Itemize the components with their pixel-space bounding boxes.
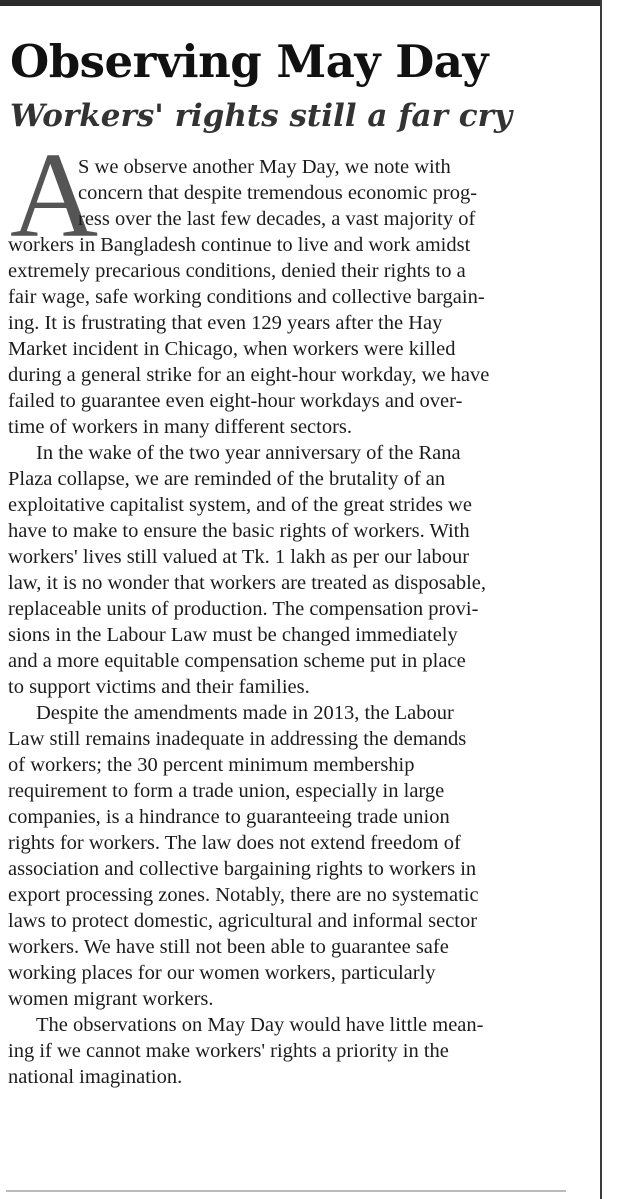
body-line: working places for our women workers, particularly: [8, 962, 436, 984]
headline: Observing May Day: [10, 35, 489, 88]
body-line: laws to protect domestic, agricultural and informal sector: [8, 910, 478, 932]
drop-cap: A: [10, 128, 99, 263]
column-rule: [600, 0, 602, 1199]
body-line: concern that despite tremendous economic prog-: [78, 182, 478, 204]
body-line: ing if we cannot make workers' rights a priority in the: [8, 1040, 449, 1062]
body-line: Market incident in Chicago, when workers were killed: [8, 338, 456, 360]
body-line: The observations on May Day would have little mean-: [36, 1014, 484, 1036]
body-line: have to make to ensure the basic rights of workers. With: [8, 520, 470, 542]
body-line: In the wake of the two year anniversary of the Rana: [36, 442, 461, 464]
body-line: S we observe another May Day, we note with: [78, 156, 451, 178]
body-line: and a more equitable compensation scheme put in place: [8, 650, 466, 672]
body-line: requirement to form a trade union, especially in large: [8, 780, 445, 802]
body-line: ress over the last few decades, a vast majority of: [78, 208, 476, 230]
body-line: export processing zones. Notably, there are no systematic: [8, 884, 479, 906]
body-line: association and collective bargaining rights to workers in: [8, 858, 477, 880]
body-line: workers. We have still not been able to guarantee safe: [8, 936, 449, 958]
body-line: to support victims and their families.: [8, 676, 310, 698]
body-line: workers' lives still valued at Tk. 1 lakh as per our labour: [8, 546, 470, 568]
body-line: exploitative capitalist system, and of the great strides we: [8, 494, 472, 516]
body-line: sions in the Labour Law must be changed immediately: [8, 624, 458, 646]
body-line: law, it is no wonder that workers are treated as disposable,: [8, 572, 486, 594]
body-line: failed to guarantee even eight-hour workdays and over-: [8, 390, 463, 412]
body-line: Plaza collapse, we are reminded of the brutality of an: [8, 468, 446, 490]
body-line: time of workers in many different sectors.: [8, 416, 353, 438]
body-line: workers in Bangladesh continue to live and work amidst: [8, 234, 471, 256]
body-line: of workers; the 30 percent minimum membership: [8, 754, 415, 776]
body-line: Despite the amendments made in 2013, the Labour: [36, 702, 454, 724]
body-line: Law still remains inadequate in addressing the demands: [8, 728, 467, 750]
body-line: companies, is a hindrance to guaranteeing trade union: [8, 806, 450, 828]
body-line: replaceable units of production. The compensation provi-: [8, 598, 479, 620]
body-line: rights for workers. The law does not extend freedom of: [8, 832, 461, 854]
body-line: national imagination.: [8, 1066, 183, 1088]
body-line: extremely precarious conditions, denied their rights to a: [8, 260, 466, 282]
body-line: ing. It is frustrating that even 129 years after the Hay: [8, 312, 443, 334]
body-line: fair wage, safe working conditions and collective bargain-: [8, 286, 485, 308]
top-rule: [0, 0, 600, 6]
subheadline: Workers' rights still a far cry: [10, 98, 512, 134]
bottom-rule: [6, 1190, 566, 1192]
body-line: during a general strike for an eight-hour workday, we have: [8, 364, 490, 386]
body-line: women migrant workers.: [8, 988, 214, 1010]
